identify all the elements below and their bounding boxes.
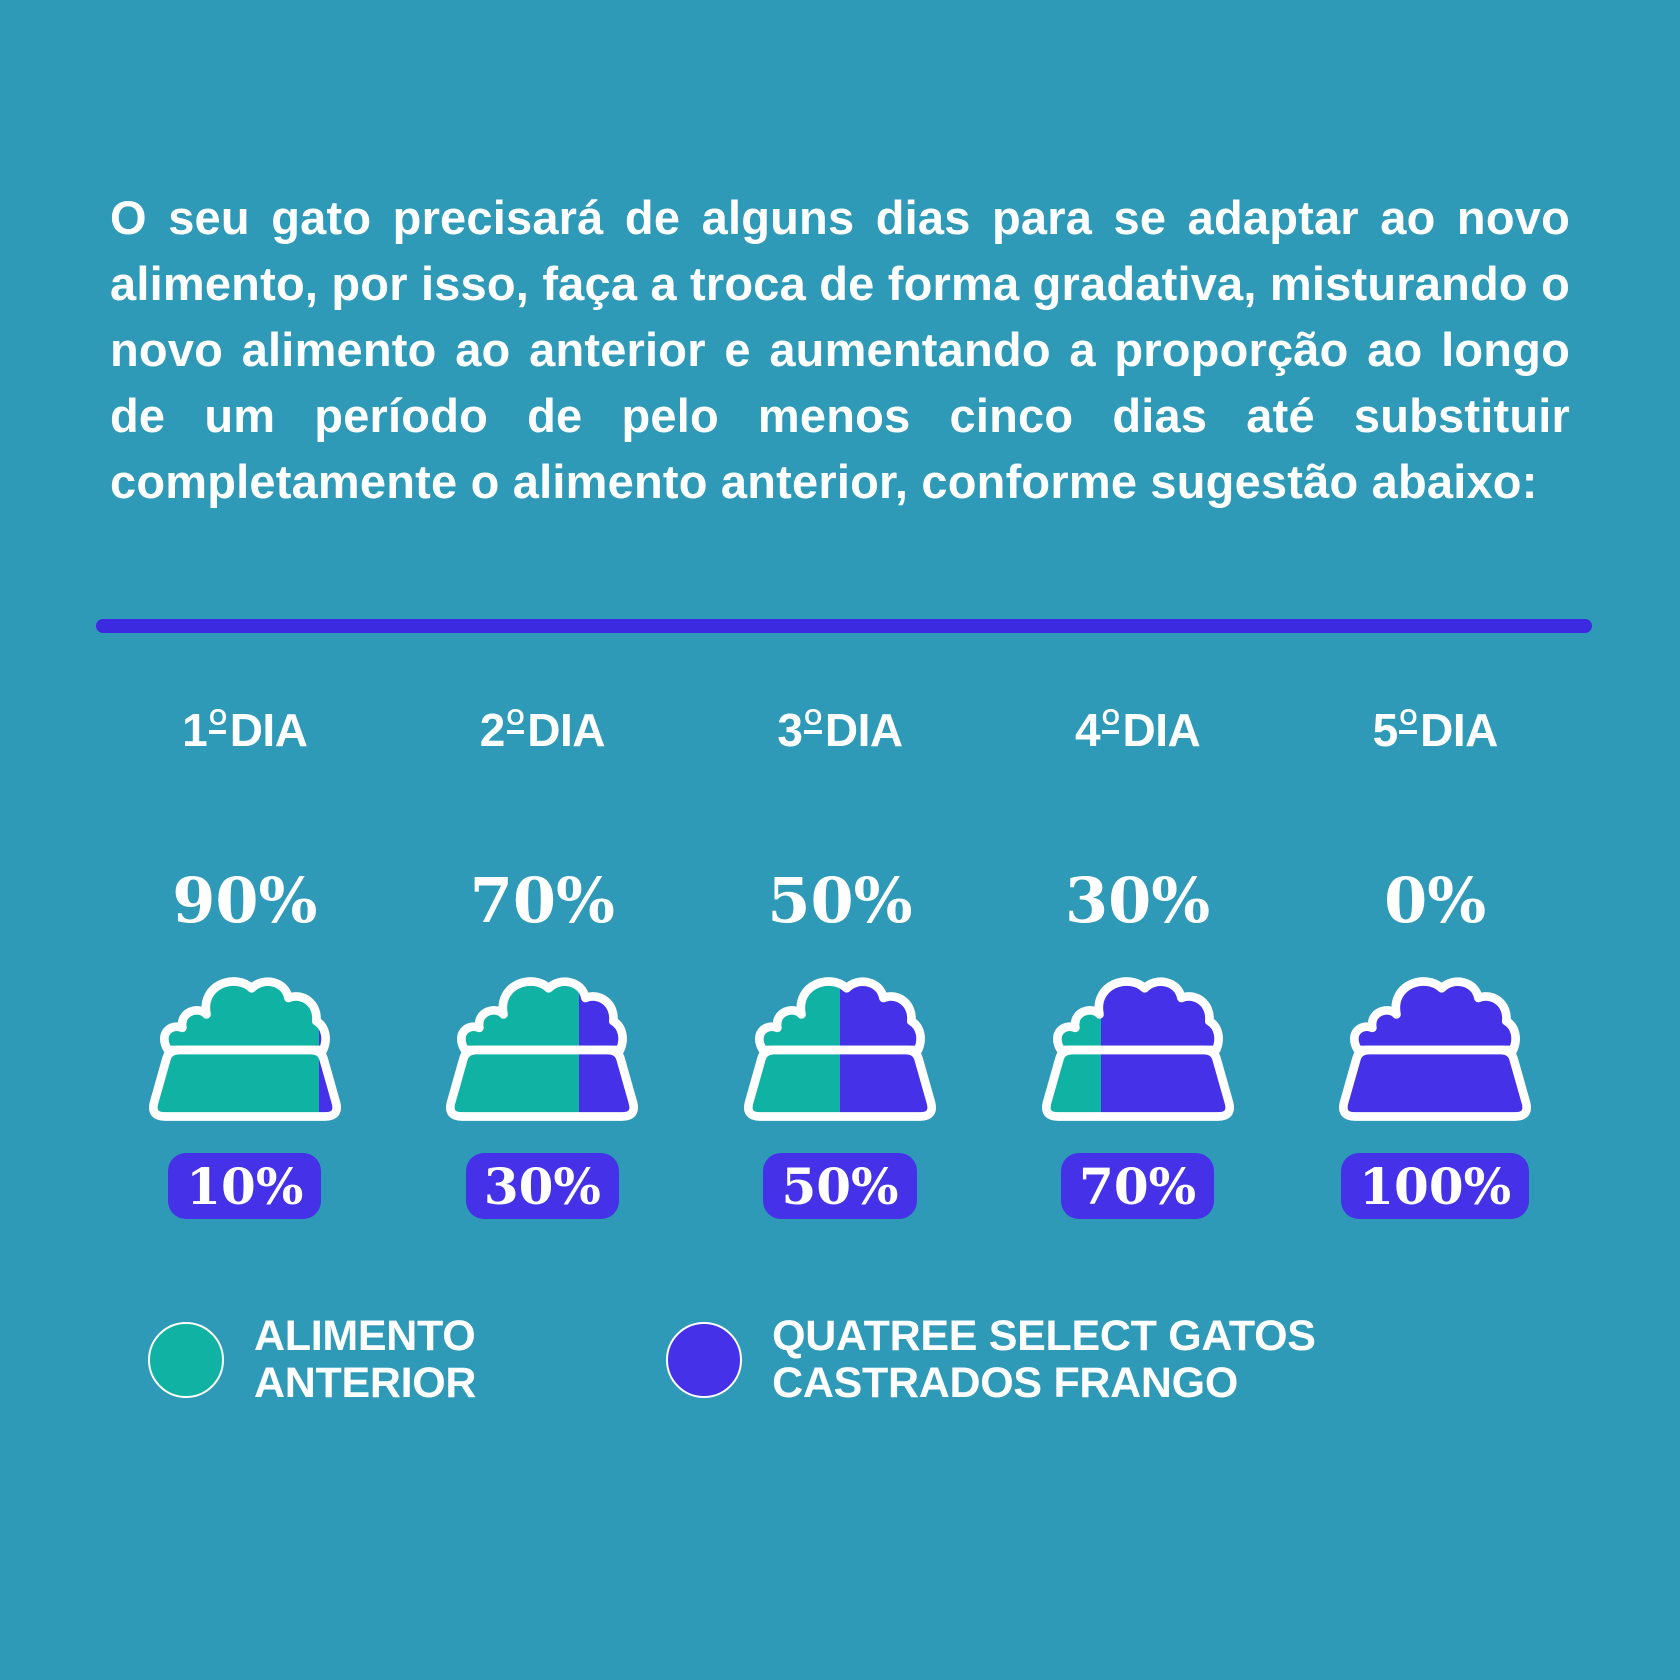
ordinal-indicator: O <box>507 706 524 734</box>
new-food-circle-icon <box>666 1322 742 1398</box>
day-label: 1ODIA <box>182 704 308 756</box>
new-food-percentage-badge: 100% <box>1341 1153 1529 1219</box>
previous-food-percentage: 0% <box>1384 864 1487 937</box>
previous-food-percentage: 50% <box>767 864 913 937</box>
day-column-3 <box>691 705 989 1219</box>
pet-bowl-icon <box>734 969 946 1131</box>
day-label: 5ODIA <box>1372 704 1498 756</box>
ordinal-indicator: O <box>1399 706 1416 734</box>
ordinal-indicator: O <box>1102 706 1119 734</box>
pet-bowl-icon <box>1032 969 1244 1131</box>
new-food-percentage-badge: 70% <box>1061 1153 1214 1219</box>
day-column-4 <box>989 705 1287 1219</box>
previous-food-percentage: 30% <box>1064 864 1211 937</box>
day-column-5 <box>1286 705 1584 1219</box>
day-label: 4ODIA <box>1074 704 1201 756</box>
day-column-1 <box>96 705 394 1219</box>
day-label: 2ODIA <box>479 704 606 756</box>
pet-bowl-icon <box>1329 969 1541 1131</box>
new-food-percentage-badge: 30% <box>466 1153 619 1219</box>
ordinal-indicator: O <box>804 706 821 734</box>
previous-food-percentage: 90% <box>172 864 318 937</box>
ordinal-indicator: O <box>209 706 226 734</box>
legend-item-1 <box>148 1313 476 1407</box>
previous-food-circle-icon <box>148 1322 224 1398</box>
intro-paragraph: O seu gato precisará de alguns dias para se adaptar ao novo alimento, por isso, faça a troca de forma gradativa, misturando o novo alimento ao anterior e aumentando a proporção ao longo de um período de pelo menos cinco dias até substituir completamente o alimento anterior, conforme sugestão abaixo: <box>110 191 1570 508</box>
pet-bowl-icon <box>436 969 648 1131</box>
previous-food-percentage: 70% <box>469 864 615 937</box>
pet-bowl-icon <box>139 969 351 1131</box>
legend-label: ALIMENTO ANTERIOR <box>254 1312 477 1407</box>
legend-item-2 <box>666 1313 1316 1407</box>
legend-label: QUATREE SELECT GATOS CASTRADOS FRANGO <box>772 1312 1316 1407</box>
new-food-percentage-badge: 50% <box>763 1153 916 1219</box>
day-label: 3ODIA <box>777 704 903 756</box>
new-food-percentage-badge: 10% <box>168 1153 321 1219</box>
legend <box>0 1313 1680 1407</box>
section-divider <box>96 619 1592 633</box>
day-column-2 <box>394 705 692 1219</box>
transition-days-grid <box>0 705 1680 1219</box>
